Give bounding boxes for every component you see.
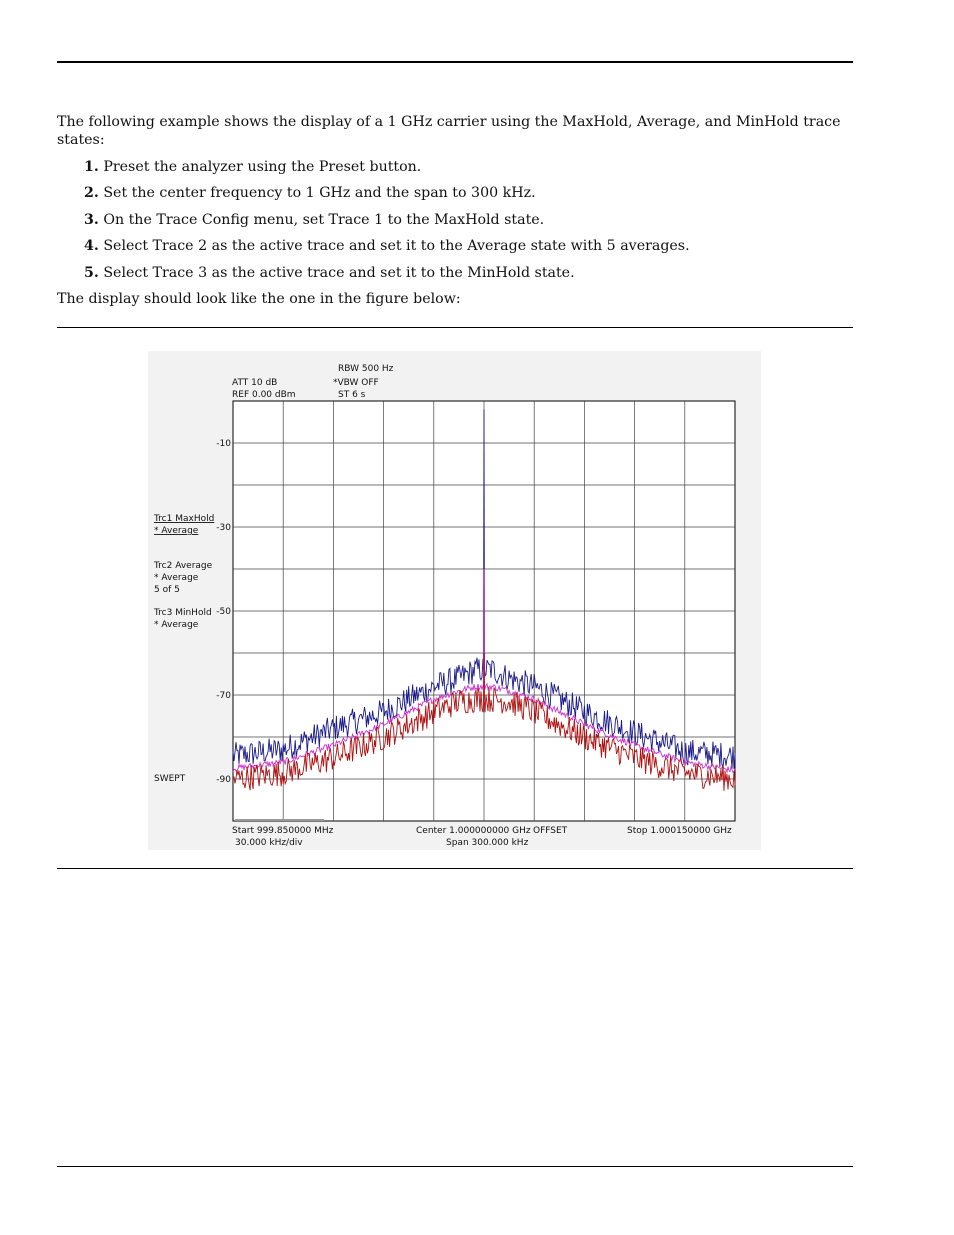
legend-trc3-name[interactable]: Trc3 MinHold: [154, 608, 212, 618]
step-number: 3.: [84, 211, 99, 228]
step-text: Select Trace 3 as the active trace and set it to the MinHold state.: [103, 264, 575, 281]
legend-trc2-mode: * Average: [154, 573, 199, 583]
spectrum-analyzer-figure: [148, 351, 761, 850]
figure-top-rule: [57, 327, 853, 328]
start-frequency: Start 999.850000 MHz: [232, 826, 334, 836]
offset-label: OFFSET: [533, 826, 568, 836]
step-1: [84, 158, 690, 184]
step-number: 5.: [84, 264, 99, 281]
procedure-steps: [84, 158, 690, 290]
legend-trc2-name[interactable]: Trc2 Average: [154, 561, 213, 571]
rbw-setting: RBW 500 Hz: [338, 364, 394, 374]
footer-rule: [57, 1166, 853, 1167]
y-tick-label: -90: [216, 775, 231, 785]
sweep-mode-label: SWEPT: [154, 774, 186, 784]
y-axis-ticks: [216, 439, 231, 785]
legend-trc1-name[interactable]: Trc1 MaxHold: [154, 514, 215, 524]
step-4: [84, 237, 690, 263]
y-tick-label: -10: [216, 439, 231, 449]
step-number: 2.: [84, 185, 99, 202]
step-5: [84, 264, 690, 290]
legend-trc2-count: 5 of 5: [154, 585, 180, 595]
y-tick-label: -30: [216, 523, 231, 533]
intro-paragraph: The following example shows the display of a 1 GHz carrier using the MaxHold, Average, and MinHold trace states:: [57, 114, 841, 148]
stop-frequency: Stop 1.000150000 GHz: [627, 826, 732, 836]
step-text: Select Trace 2 as the active trace and set it to the Average state with 5 averages.: [103, 238, 690, 255]
spectrum-display: [148, 351, 761, 850]
step-text: On the Trace Config menu, set Trace 1 to the MaxHold state.: [103, 211, 545, 228]
y-tick-label: -70: [216, 691, 231, 701]
figure-bottom-rule: [57, 868, 853, 869]
step-3: [84, 211, 690, 237]
frequency-per-division: 30.000 kHz/div: [235, 838, 303, 848]
sweep-time-setting: ST 6 s: [338, 390, 366, 400]
step-2: [84, 184, 690, 210]
step-number: 4.: [84, 238, 99, 255]
step-text: Preset the analyzer using the Preset button.: [103, 159, 422, 175]
legend-trc3-mode: * Average: [154, 620, 199, 630]
header-rule: [57, 61, 853, 63]
outro-paragraph: The display should look like the one in the figure below:: [57, 291, 461, 307]
att-setting: ATT 10 dB: [232, 378, 278, 388]
vbw-setting: *VBW OFF: [333, 378, 379, 388]
step-text: Set the center frequency to 1 GHz and the span to 300 kHz.: [103, 185, 536, 202]
step-number: 1.: [84, 159, 99, 175]
y-tick-label: -50: [216, 607, 231, 617]
legend-trc1-mode[interactable]: * Average: [154, 526, 199, 536]
ref-setting: REF 0.00 dBm: [232, 390, 296, 400]
span-value: Span 300.000 kHz: [446, 838, 529, 848]
center-frequency: Center 1.000000000 GHz: [416, 826, 531, 836]
